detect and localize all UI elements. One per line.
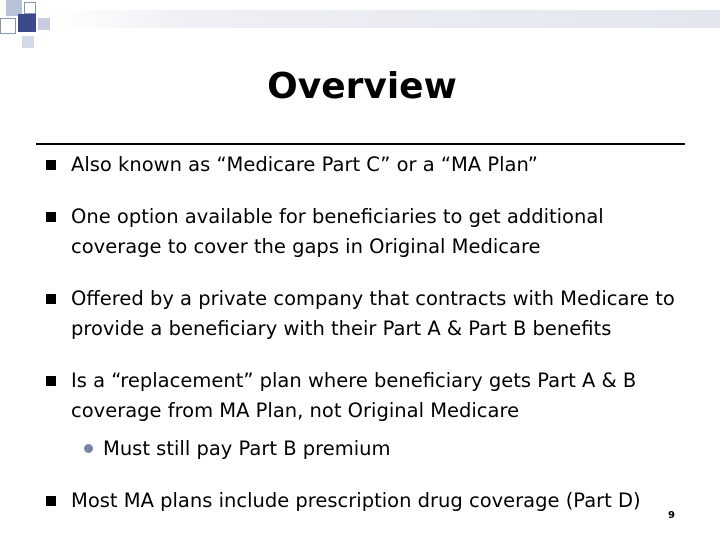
sub-bullet-text: Must still pay Part B premium bbox=[103, 437, 391, 460]
bullet-item bbox=[46, 486, 720, 516]
decor-square bbox=[24, 2, 36, 14]
decor-square bbox=[22, 36, 34, 48]
corner-decoration bbox=[0, 0, 60, 52]
bullet-text: One option available for beneficiaries to get additional coverage to cover the gaps in Original Medicare bbox=[71, 205, 604, 258]
header-band bbox=[56, 10, 720, 28]
square-bullet-icon bbox=[46, 496, 56, 506]
bullet-text: Is a “replacement” plan where beneficiary gets Part A & B coverage from MA Plan, not Original Medicare bbox=[71, 369, 637, 422]
round-bullet-icon bbox=[84, 444, 93, 453]
square-bullet-icon bbox=[46, 376, 56, 386]
square-bullet-icon bbox=[46, 294, 56, 304]
decor-square bbox=[38, 18, 50, 30]
bullet-item bbox=[46, 366, 671, 464]
square-bullet-icon bbox=[46, 212, 56, 222]
bullet-item bbox=[46, 150, 711, 180]
bullet-item bbox=[46, 284, 711, 344]
title-divider bbox=[36, 143, 685, 145]
bullet-text: Also known as “Medicare Part C” or a “MA Plan” bbox=[71, 153, 538, 176]
bullet-text: Most MA plans include prescription drug coverage (Part D) bbox=[71, 489, 641, 512]
sub-bullet-item bbox=[71, 434, 671, 464]
decor-square bbox=[0, 18, 16, 34]
bullet-item bbox=[46, 202, 671, 262]
decor-square bbox=[18, 14, 36, 32]
square-bullet-icon bbox=[46, 160, 56, 170]
page-number: 9 bbox=[668, 510, 675, 521]
slide-title: Overview bbox=[267, 66, 457, 107]
bullet-text: Offered by a private company that contracts with Medicare to provide a beneficiary with their Part A & Part B benefits bbox=[71, 287, 675, 340]
